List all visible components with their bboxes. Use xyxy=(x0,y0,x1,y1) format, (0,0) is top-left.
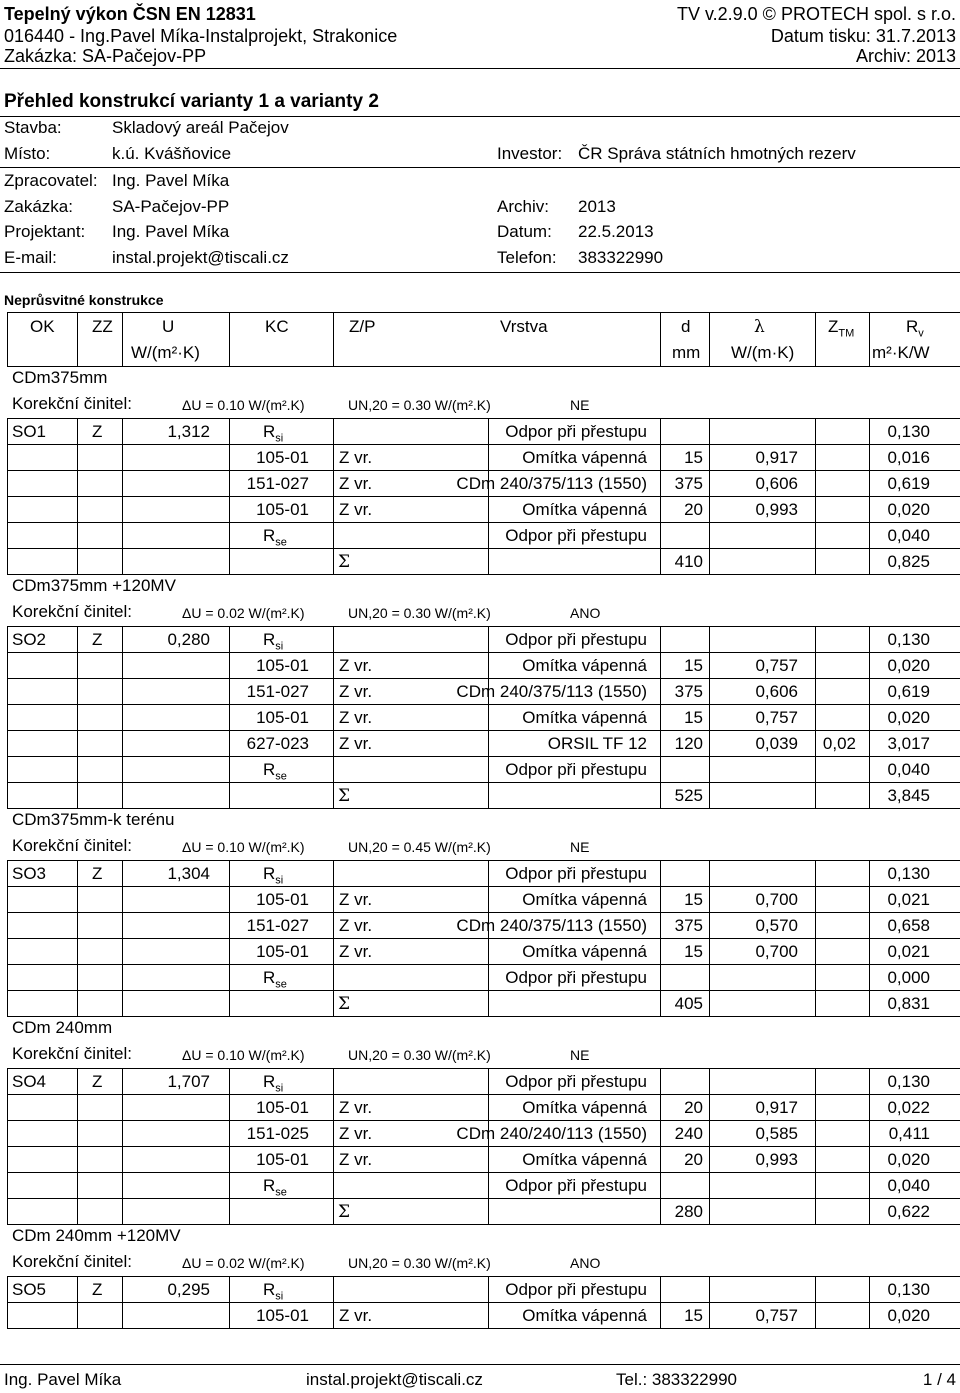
datum-value: 22.5.2013 xyxy=(578,222,654,241)
block-col-sep xyxy=(7,626,8,808)
layer-lambda: 0,757 xyxy=(755,656,798,675)
col-vrstva: Vrstva xyxy=(500,317,548,336)
block-col-sep xyxy=(333,626,334,808)
compliance-flag: NE xyxy=(570,397,590,413)
col-ok: OK xyxy=(30,317,55,336)
row-rule xyxy=(7,704,960,705)
col-zp: Z/P xyxy=(349,317,376,336)
layer-thickness: 20 xyxy=(684,500,703,519)
row-rule xyxy=(7,1302,960,1303)
sum-symbol: Σ xyxy=(338,552,351,572)
construction-code: SO3 xyxy=(12,864,47,883)
row-rule xyxy=(7,1198,960,1199)
layer-thickness: 20 xyxy=(684,1150,703,1169)
layer-code: 151-027 xyxy=(246,682,309,701)
rsi-value: 0,130 xyxy=(887,864,930,883)
layer-zp: Z vr. xyxy=(339,448,373,467)
layer-resistance: 0,411 xyxy=(888,1124,930,1143)
compliance-flag: NE xyxy=(570,1047,590,1063)
block-top-rule xyxy=(7,860,960,861)
layer-thickness: 15 xyxy=(684,656,703,675)
row-rule xyxy=(7,756,960,757)
correction-value: ΔU = 0.10 W/(m².K) xyxy=(182,397,305,413)
layer-code: 105-01 xyxy=(256,656,309,675)
u-value: 1,312 xyxy=(167,422,210,441)
sum-resistance: 0,622 xyxy=(887,1202,930,1221)
layer-name: Omítka vápenná xyxy=(522,890,647,909)
header-divider xyxy=(0,68,960,69)
layer-lambda: 0,917 xyxy=(755,448,798,467)
zz-value: Z xyxy=(92,1280,103,1299)
correction-value: ΔU = 0.02 W/(m².K) xyxy=(182,605,305,621)
layer-lambda: 0,039 xyxy=(755,734,798,753)
layer-thickness: 20 xyxy=(684,1098,703,1117)
footer-divider xyxy=(0,1364,960,1365)
header-col-sep xyxy=(333,312,334,366)
layer-thickness: 15 xyxy=(684,890,703,909)
layer-thickness: 15 xyxy=(684,942,703,961)
u-value: 0,280 xyxy=(167,630,210,649)
header-col-sep xyxy=(815,312,816,366)
col-u-unit: W/(m²·K) xyxy=(131,343,200,362)
layer-zp: Z vr. xyxy=(339,500,373,519)
email-value: instal.projekt@tiscali.cz xyxy=(112,248,289,267)
misto-label: Místo: xyxy=(4,144,51,163)
construction-name: CDm375mm +120MV xyxy=(12,576,176,595)
block-col-sep xyxy=(709,626,710,808)
u-value: 0,295 xyxy=(167,1280,210,1299)
construction-name: CDm 240mm xyxy=(12,1018,113,1037)
layer-thickness: 375 xyxy=(674,916,703,935)
layer-code: 151-025 xyxy=(246,1124,309,1143)
layer-resistance: 0,021 xyxy=(887,890,930,909)
correction-value: ΔU = 0.10 W/(m².K) xyxy=(182,839,305,855)
correction-label: Korekční činitel: xyxy=(12,1044,132,1063)
layer-zp: Z vr. xyxy=(339,916,373,935)
row-rule xyxy=(7,652,960,653)
layer-lambda: 0,585 xyxy=(755,1124,798,1143)
layer-zp: Z vr. xyxy=(339,1098,373,1117)
rsi-label: Odpor při přestupu xyxy=(505,1072,647,1091)
header-bottom-rule xyxy=(7,366,960,367)
layer-code: 105-01 xyxy=(256,1306,309,1325)
telefon-label: Telefon: xyxy=(497,248,557,267)
col-d: d xyxy=(681,317,691,336)
zz-value: Z xyxy=(92,864,103,883)
doc-title: Tepelný výkon ČSN EN 12831 xyxy=(4,4,256,24)
header-col-sep xyxy=(229,312,230,366)
rse-value: 0,040 xyxy=(887,526,930,545)
projektant-label: Projektant: xyxy=(4,222,86,241)
block-col-sep xyxy=(229,626,230,808)
layer-name: Omítka vápenná xyxy=(522,1150,647,1169)
layer-resistance: 0,619 xyxy=(887,682,930,701)
correction-label: Korekční činitel: xyxy=(12,602,132,621)
header-col-sep xyxy=(660,312,661,366)
layer-name: Omítka vápenná xyxy=(522,942,647,961)
layer-code: 105-01 xyxy=(256,1150,309,1169)
rse-label: Odpor při přestupu xyxy=(505,760,647,779)
rsi-value: 0,130 xyxy=(887,630,930,649)
footer-page: 1 / 4 xyxy=(922,1370,956,1389)
un-value: UN,20 = 0.30 W/(m².K) xyxy=(348,1255,491,1271)
investor-value: ČR Správa státních hmotných rezerv xyxy=(578,144,856,163)
row-rule xyxy=(7,1328,960,1329)
layer-code: 627-023 xyxy=(246,734,309,753)
layer-resistance: 0,020 xyxy=(887,500,930,519)
zakazka-label: Zakázka: xyxy=(4,197,73,216)
header-col-sep xyxy=(122,312,123,366)
row-rule xyxy=(7,1172,960,1173)
layer-zp: Z vr. xyxy=(339,1124,373,1143)
layer-name: Omítka vápenná xyxy=(522,656,647,675)
construction-code: SO1 xyxy=(12,422,47,441)
datum-label: Datum: xyxy=(497,222,552,241)
block-bottom-rule xyxy=(7,1224,960,1225)
block-col-sep xyxy=(77,626,78,808)
layer-thickness: 240 xyxy=(674,1124,703,1143)
un-value: UN,20 = 0.30 W/(m².K) xyxy=(348,397,491,413)
row-rule xyxy=(7,444,960,445)
row-rule xyxy=(7,1120,960,1121)
construction-code: SO5 xyxy=(12,1280,47,1299)
block-top-rule xyxy=(7,1068,960,1069)
company-line: 016440 - Ing.Pavel Míka-Instalprojekt, Strakonice xyxy=(4,26,398,46)
rsi-value: 0,130 xyxy=(887,422,930,441)
correction-value: ΔU = 0.02 W/(m².K) xyxy=(182,1255,305,1271)
layer-lambda: 0,700 xyxy=(755,890,798,909)
rse-value: 0,040 xyxy=(887,760,930,779)
info-bottom-divider xyxy=(0,272,960,273)
zakazka-value: SA-Pačejov-PP xyxy=(112,197,230,216)
layer-name: CDm 240/375/113 (1550) xyxy=(456,682,647,701)
layer-resistance: 0,020 xyxy=(887,708,930,727)
un-value: UN,20 = 0.30 W/(m².K) xyxy=(348,1047,491,1063)
sum-thickness: 280 xyxy=(674,1202,703,1221)
sum-resistance: 0,831 xyxy=(887,994,930,1013)
email-label: E-mail: xyxy=(4,248,57,267)
layer-code: 105-01 xyxy=(256,500,309,519)
investor-label: Investor: xyxy=(497,144,563,163)
block-col-sep xyxy=(869,626,870,808)
row-rule xyxy=(7,782,960,783)
col-kc: KC xyxy=(265,317,289,336)
header-col-sep xyxy=(709,312,710,366)
layer-lambda: 0,757 xyxy=(755,708,798,727)
col-lambda: λ xyxy=(754,317,765,337)
layer-resistance: 0,020 xyxy=(887,656,930,675)
archiv-value: 2013 xyxy=(578,197,616,216)
row-rule xyxy=(7,678,960,679)
overview-heading: Přehled konstrukcí varianty 1 a varianty 2 xyxy=(4,91,379,112)
layer-code: 105-01 xyxy=(256,942,309,961)
construction-name: CDm 240mm +120MV xyxy=(12,1226,181,1245)
layer-lambda: 0,700 xyxy=(755,942,798,961)
row-rule xyxy=(7,496,960,497)
stavba-label: Stavba: xyxy=(4,118,62,137)
rse-symbol: $R_{se}$ xyxy=(263,968,287,991)
layer-zp: Z vr. xyxy=(339,474,373,493)
row-rule xyxy=(7,886,960,887)
layer-code: 105-01 xyxy=(256,1098,309,1117)
misto-value: k.ú. Kvášňovice xyxy=(112,144,232,163)
layer-lambda: 0,606 xyxy=(755,474,798,493)
row-rule xyxy=(7,470,960,471)
block-top-rule xyxy=(7,418,960,419)
layer-name: CDm 240/375/113 (1550) xyxy=(456,916,647,935)
layer-code: 105-01 xyxy=(256,890,309,909)
rse-label: Odpor při přestupu xyxy=(505,526,647,545)
rse-value: 0,040 xyxy=(887,1176,930,1195)
sum-thickness: 410 xyxy=(674,552,703,571)
layer-zp: Z vr. xyxy=(339,734,373,753)
layer-resistance: 0,020 xyxy=(887,1306,930,1325)
overview-divider xyxy=(0,116,960,117)
section-title: Neprůsvitné konstrukce xyxy=(4,292,164,308)
row-rule xyxy=(7,938,960,939)
header-col-sep xyxy=(77,312,78,366)
layer-zp: Z vr. xyxy=(339,890,373,909)
layer-lambda: 0,993 xyxy=(755,1150,798,1169)
archiv-label: Archiv: xyxy=(497,197,549,216)
rse-value: 0,000 xyxy=(887,968,930,987)
correction-value: ΔU = 0.10 W/(m².K) xyxy=(182,1047,305,1063)
layer-lambda: 0,993 xyxy=(755,500,798,519)
zz-value: Z xyxy=(92,630,103,649)
rsi-value: 0,130 xyxy=(887,1280,930,1299)
block-top-rule xyxy=(7,1276,960,1277)
layer-name: CDm 240/375/113 (1550) xyxy=(456,474,647,493)
layer-lambda: 0,917 xyxy=(755,1098,798,1117)
layer-resistance: 0,619 xyxy=(887,474,930,493)
rse-symbol: $R_{se}$ xyxy=(263,760,287,783)
construction-code: SO4 xyxy=(12,1072,47,1091)
layer-name: CDm 240/240/113 (1550) xyxy=(456,1124,647,1143)
row-rule xyxy=(7,964,960,965)
zz-value: Z xyxy=(92,1072,103,1091)
info-divider xyxy=(0,167,960,168)
footer-author: Ing. Pavel Míka xyxy=(4,1370,122,1389)
block-bottom-rule xyxy=(7,808,960,809)
layer-lambda: 0,570 xyxy=(755,916,798,935)
compliance-flag: ANO xyxy=(570,1255,601,1271)
layer-zp: Z vr. xyxy=(339,682,373,701)
layer-zp: Z vr. xyxy=(339,708,373,727)
block-col-sep xyxy=(122,626,123,808)
col-ztm: $Z_{TM}$ xyxy=(828,317,855,340)
header-top-rule xyxy=(7,312,960,313)
layer-thickness: 15 xyxy=(684,448,703,467)
rsi-symbol: $R_{si}$ xyxy=(263,864,284,887)
block-bottom-rule xyxy=(7,1016,960,1017)
row-rule xyxy=(7,522,960,523)
layer-name: Omítka vápenná xyxy=(522,708,647,727)
rse-label: Odpor při přestupu xyxy=(505,1176,647,1195)
footer-email: instal.projekt@tiscali.cz xyxy=(306,1370,483,1389)
layer-name: ORSIL TF 12 xyxy=(547,734,647,753)
layer-zp: Z vr. xyxy=(339,1306,373,1325)
header-col-sep xyxy=(869,312,870,366)
layer-resistance: 0,022 xyxy=(887,1098,930,1117)
u-value: 1,304 xyxy=(167,864,210,883)
layer-code: 151-027 xyxy=(246,474,309,493)
sum-symbol: Σ xyxy=(338,786,351,806)
block-col-sep xyxy=(488,626,489,808)
row-rule xyxy=(7,730,960,731)
layer-code: 105-01 xyxy=(256,448,309,467)
rsi-symbol: $R_{si}$ xyxy=(263,1072,284,1095)
layer-thickness: 375 xyxy=(674,682,703,701)
row-rule xyxy=(7,1146,960,1147)
rsi-label: Odpor při přestupu xyxy=(505,422,647,441)
rse-symbol: $R_{se}$ xyxy=(263,526,287,549)
construction-code: SO2 xyxy=(12,630,47,649)
col-rv: $R_v$ xyxy=(906,317,924,340)
layer-resistance: 0,021 xyxy=(887,942,930,961)
compliance-flag: NE xyxy=(570,839,590,855)
rsi-label: Odpor při přestupu xyxy=(505,630,647,649)
sum-thickness: 525 xyxy=(674,786,703,805)
layer-name: Omítka vápenná xyxy=(522,448,647,467)
sum-symbol: Σ xyxy=(338,1202,351,1222)
layer-zp: Z vr. xyxy=(339,656,373,675)
col-lambda-unit: W/(m·K) xyxy=(731,343,795,362)
print-date: Datum tisku: 31.7.2013 xyxy=(770,26,956,46)
telefon-value: 383322990 xyxy=(578,248,664,267)
row-rule xyxy=(7,912,960,913)
row-rule xyxy=(7,990,960,991)
archive-year: Archiv: 2013 xyxy=(855,46,956,66)
compliance-flag: ANO xyxy=(570,605,601,621)
layer-resistance: 0,658 xyxy=(887,916,930,935)
layer-resistance: 0,016 xyxy=(887,448,930,467)
block-bottom-rule xyxy=(7,574,960,575)
correction-label: Korekční činitel: xyxy=(12,836,132,855)
software-version: TV v.2.9.0 © PROTECH spol. s r.o. xyxy=(676,4,956,24)
layer-thickness: 15 xyxy=(684,1306,703,1325)
rse-label: Odpor při přestupu xyxy=(505,968,647,987)
stavba-value: Skladový areál Pačejov xyxy=(112,118,289,137)
layer-code: 105-01 xyxy=(256,708,309,727)
layer-lambda: 0,606 xyxy=(755,682,798,701)
layer-lambda: 0,757 xyxy=(755,1306,798,1325)
un-value: UN,20 = 0.45 W/(m².K) xyxy=(348,839,491,855)
order-line: Zakázka: SA-Pačejov-PP xyxy=(4,46,207,66)
layer-name: Omítka vápenná xyxy=(522,500,647,519)
col-zz: ZZ xyxy=(92,317,113,336)
construction-name: CDm375mm xyxy=(12,368,108,387)
zpracovatel-label: Zpracovatel: xyxy=(4,171,98,190)
block-col-sep xyxy=(660,626,661,808)
rsi-symbol: $R_{si}$ xyxy=(263,1280,284,1303)
sum-symbol: Σ xyxy=(338,994,351,1014)
rsi-symbol: $R_{si}$ xyxy=(263,422,284,445)
layer-zp: Z vr. xyxy=(339,942,373,961)
layer-name: Omítka vápenná xyxy=(522,1098,647,1117)
un-value: UN,20 = 0.30 W/(m².K) xyxy=(348,605,491,621)
sum-resistance: 0,825 xyxy=(887,552,930,571)
layer-name: Omítka vápenná xyxy=(522,1306,647,1325)
layer-resistance: 0,020 xyxy=(887,1150,930,1169)
rse-symbol: $R_{se}$ xyxy=(263,1176,287,1199)
sum-resistance: 3,845 xyxy=(887,786,930,805)
layer-zp: Z vr. xyxy=(339,1150,373,1169)
layer-code: 151-027 xyxy=(246,916,309,935)
layer-ztm: 0,02 xyxy=(822,734,856,753)
correction-label: Korekční činitel: xyxy=(12,394,132,413)
row-rule xyxy=(7,1094,960,1095)
block-top-rule xyxy=(7,626,960,627)
rsi-symbol: $R_{si}$ xyxy=(263,630,284,653)
rsi-label: Odpor při přestupu xyxy=(505,864,647,883)
footer-phone: Tel.: 383322990 xyxy=(616,1370,737,1389)
layer-thickness: 120 xyxy=(674,734,703,753)
header-col-sep xyxy=(7,312,8,366)
zz-value: Z xyxy=(92,422,103,441)
col-rv-unit: m²·K/W xyxy=(872,343,930,362)
sum-thickness: 405 xyxy=(674,994,703,1013)
rsi-label: Odpor při přestupu xyxy=(505,1280,647,1299)
row-rule xyxy=(7,548,960,549)
col-d-unit: mm xyxy=(672,343,701,362)
layer-thickness: 375 xyxy=(674,474,703,493)
correction-label: Korekční činitel: xyxy=(12,1252,132,1271)
construction-name: CDm375mm-k terénu xyxy=(12,810,175,829)
layer-resistance: 3,017 xyxy=(887,734,930,753)
block-col-sep xyxy=(815,626,816,808)
projektant-value: Ing. Pavel Míka xyxy=(112,222,230,241)
u-value: 1,707 xyxy=(167,1072,210,1091)
rsi-value: 0,130 xyxy=(887,1072,930,1091)
zpracovatel-value: Ing. Pavel Míka xyxy=(112,171,230,190)
layer-thickness: 15 xyxy=(684,708,703,727)
col-u: U xyxy=(162,317,175,336)
